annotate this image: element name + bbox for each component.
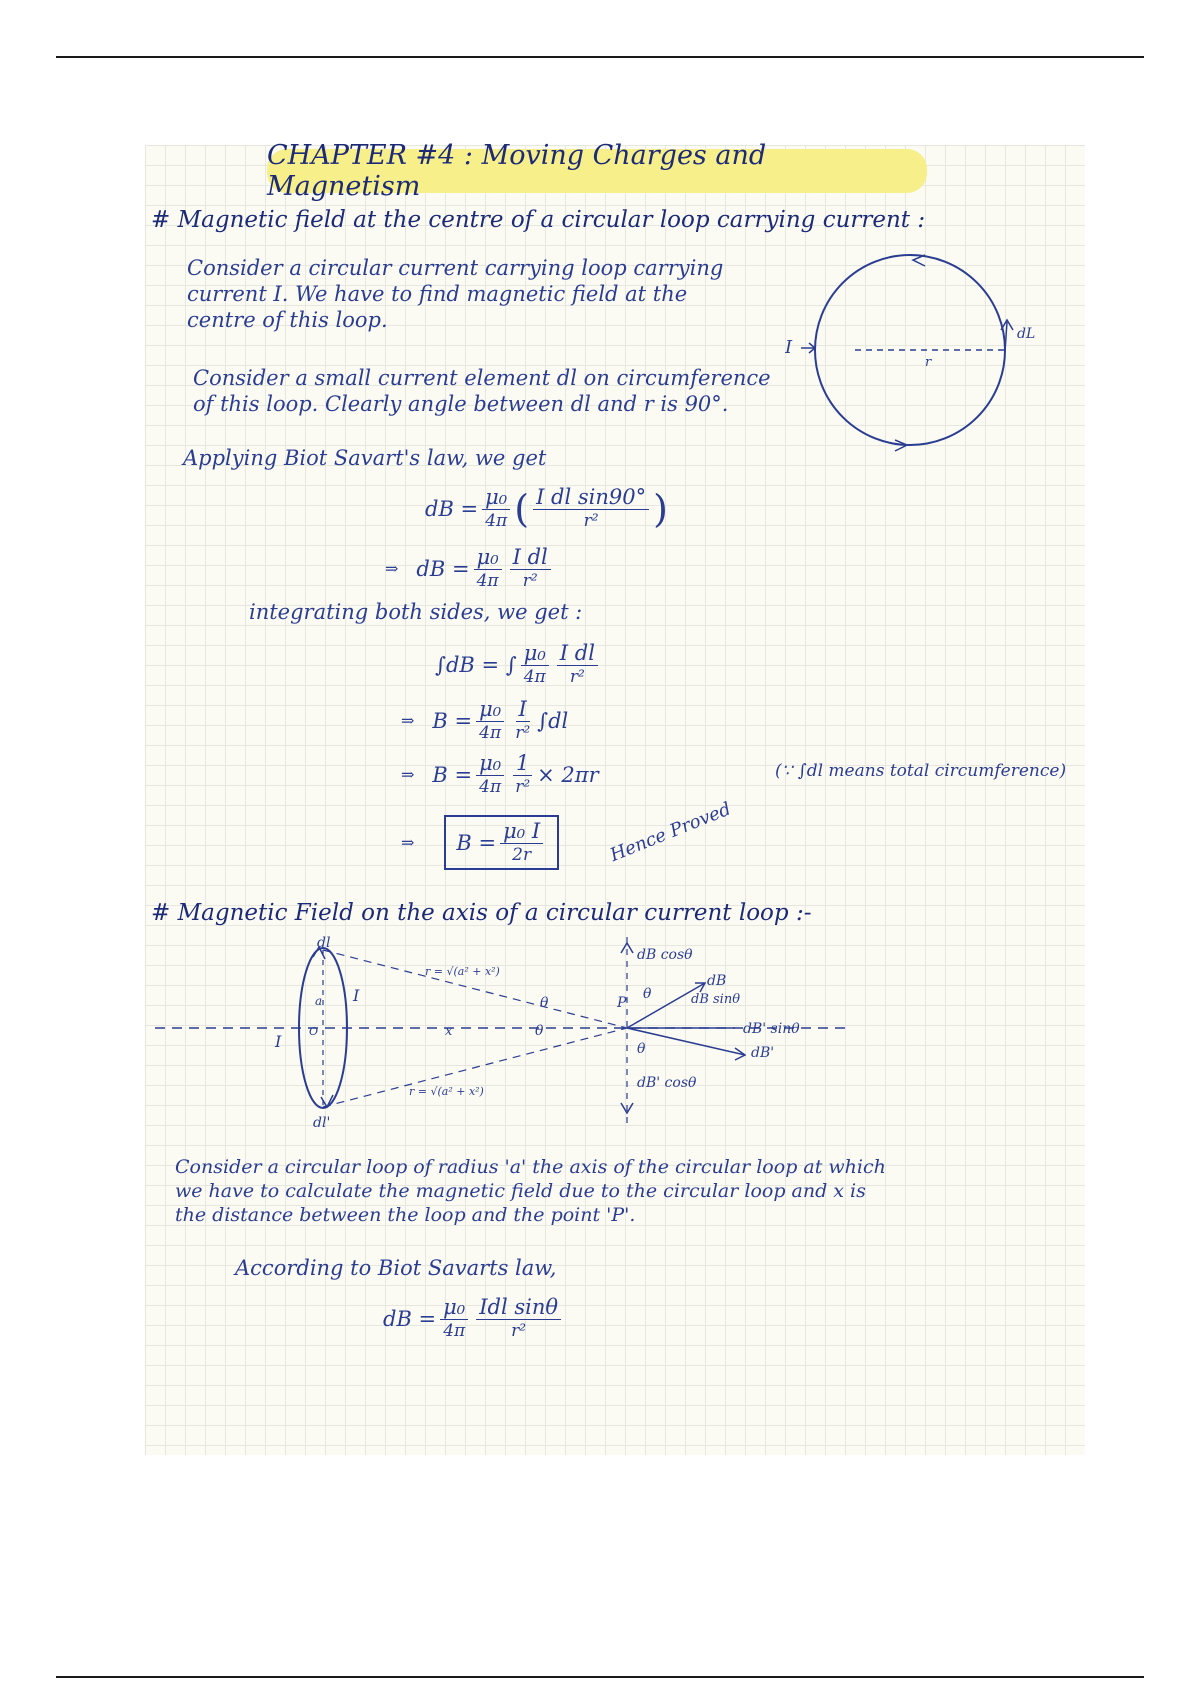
eq5-f1-den: 4π [479, 777, 502, 797]
eq5-note: (∵ ∫dl means total circumference) [775, 761, 1067, 781]
eq1-frac [482, 485, 510, 532]
eq2-f1-num: μ₀ [474, 545, 502, 570]
fig2-dB: dB [707, 973, 727, 989]
eq5-f1-num: μ₀ [476, 751, 504, 776]
eq5-lhs: B = [432, 762, 473, 787]
dl-arrow-icon [1001, 320, 1013, 352]
fig2-dBprime: dB' [751, 1045, 775, 1061]
eq5-f2-den: r² [515, 777, 531, 797]
circular-loop-figure [785, 240, 1075, 480]
eq4-lhs: B = [432, 708, 473, 733]
fig2-theta2: θ [535, 1023, 544, 1039]
fig1-label-dl: dL [1017, 326, 1036, 342]
eq2-f1-den: 4π [476, 571, 499, 591]
section1-heading: # Magnetic field at the centre of a circular loop carrying current : [151, 207, 926, 233]
fig2-x-label: x [445, 1024, 453, 1039]
s2-para-line1: Consider a circular loop of radius 'a' the axis of the circular loop at which [175, 1156, 886, 1178]
chapter-title-highlight [267, 140, 927, 202]
eq3-f2-den: r² [569, 667, 585, 687]
eq4-frac2 [512, 697, 533, 744]
para2-line2: of this loop. Clearly angle between dl and r is 90°. [193, 392, 729, 416]
final-result-box [444, 815, 559, 870]
fig2-I-right: I [353, 986, 360, 1005]
s2-eq-f2-den: r² [511, 1321, 527, 1341]
eq2-lhs: dB = [416, 556, 470, 581]
section2-para [175, 1155, 886, 1227]
eq6-lhs: B = [456, 830, 497, 855]
s2-eq-frac2 [476, 1295, 561, 1342]
s2-eq-f1-num: μ₀ [440, 1295, 468, 1320]
s2-para-line2: we have to calculate the magnetic field due to the circular loop and x is [175, 1180, 866, 1202]
section2-equation [383, 1295, 565, 1342]
equation-4 [401, 697, 568, 744]
eq1-frac-den: 4π [485, 511, 508, 531]
eq5-frac1 [476, 751, 504, 798]
equation-5 [401, 751, 599, 798]
current-arrow-left-icon [801, 343, 815, 353]
s2-eq-frac1 [440, 1295, 468, 1342]
fig2-a-label: a [315, 994, 323, 1008]
axial-field-figure [145, 935, 1085, 1135]
eq5-frac2 [512, 751, 533, 798]
eq5-tail: × 2πr [537, 762, 599, 787]
s2-para-line3: the distance between the loop and the point 'P'. [175, 1204, 636, 1226]
eq2-f2-den: r² [522, 571, 538, 591]
eq3-frac1 [521, 641, 549, 688]
eq2-frac1 [474, 545, 502, 592]
fig1-label-I: I [785, 337, 793, 358]
eq4-f2-num: I [516, 697, 530, 722]
hence-proved: Hence Proved [607, 798, 734, 866]
fig2-p-label: P [617, 995, 627, 1011]
fig2-dl-top: dl [317, 935, 331, 951]
fig2-theta4: θ [637, 1041, 646, 1057]
eq6-frac [500, 819, 543, 866]
eq4-arrow: ⇒ [401, 711, 415, 730]
eq2-arrow: ⇒ [385, 559, 399, 578]
according-line: According to Biot Savarts law, [235, 1256, 557, 1280]
equation-3 [435, 641, 602, 688]
fig2-dl-bottom: dl' [313, 1115, 331, 1131]
fig1-label-r: r [925, 355, 932, 370]
eq1-lhs: dB = [425, 496, 479, 521]
fig2-theta3: θ [643, 986, 652, 1002]
note-sheet [145, 140, 1085, 1455]
eq2-f2-num: I dl [510, 545, 551, 570]
eq3-frac2 [557, 641, 598, 688]
equation-1: dB = $\frac{\text{μ₀}}{4\pi}$ ( $\frac{\text{I dl sin90°}}{\text{r²}}$ ) [425, 485, 668, 531]
eq5-f2-num: 1 [513, 751, 532, 776]
applying-biot-savart: Applying Biot Savart's law, we get [183, 446, 547, 470]
eq3-lhs: ∫dB = ∫ [435, 652, 517, 677]
loop-arrow-bottom-icon [321, 1095, 333, 1107]
fig2-o-label: O [309, 1025, 319, 1038]
para1-line1: Consider a circular current carrying loop carrying [187, 256, 724, 280]
eq3-f2-num: I dl [557, 641, 598, 666]
equation-2 [385, 545, 555, 592]
fig2-r-bottom: r = √(a² + x²) [409, 1085, 484, 1098]
s2-eq-f1-den: 4π [443, 1321, 466, 1341]
section2-heading: # Magnetic Field on the axis of a circular current loop :- [151, 900, 812, 926]
eq4-tail: ∫dl [537, 708, 569, 733]
chapter-title: CHAPTER #4 : Moving Charges and Magnetism [267, 140, 767, 202]
equation-6 [401, 815, 559, 870]
eq4-frac1 [476, 697, 504, 744]
eq1-paren-den: r² [583, 511, 599, 531]
fig2-dBcos-bottom: dB' cosθ [637, 1075, 697, 1091]
para1-line3: centre of this loop. [187, 308, 388, 332]
s2-eq-lhs: dB = [383, 1306, 437, 1331]
eq2-frac2 [510, 545, 551, 592]
fig2-dBsin2: dB' sinθ [743, 1021, 800, 1037]
integrating-line: integrating both sides, we get : [249, 600, 583, 624]
para2-line1: Consider a small current element dl on circumference [193, 366, 771, 390]
top-rule [56, 56, 1144, 58]
eq4-f1-den: 4π [479, 723, 502, 743]
eq6-f-den: 2r [512, 845, 532, 865]
section1-para2 [193, 365, 771, 417]
eq1-paren-frac [533, 485, 649, 532]
s2-eq-f2-num: Idl sinθ [476, 1295, 561, 1320]
bottom-rule [56, 1676, 1144, 1678]
fig2-I-left: I [275, 1032, 282, 1051]
r-line-top [323, 950, 627, 1028]
fig2-dBcos-top: dB cosθ [637, 947, 693, 963]
fig2-theta1: θ [540, 995, 549, 1011]
eq1-paren-num: I dl sin90° [533, 485, 649, 510]
eq5-arrow: ⇒ [401, 765, 415, 784]
eq3-f1-num: μ₀ [521, 641, 549, 666]
eq3-f1-den: 4π [523, 667, 546, 687]
eq1-frac-num: μ₀ [482, 485, 510, 510]
fig2-r-top: r = √(a² + x²) [425, 965, 500, 978]
eq6-arrow: ⇒ [401, 833, 415, 852]
para1-line2: current I. We have to find magnetic field at the [187, 282, 688, 306]
eq6-f-num: μ₀ I [500, 819, 543, 844]
eq4-f2-den: r² [515, 723, 531, 743]
eq4-f1-num: μ₀ [476, 697, 504, 722]
section1-para1 [187, 255, 723, 333]
fig2-dBsin: dB sinθ [691, 992, 741, 1007]
